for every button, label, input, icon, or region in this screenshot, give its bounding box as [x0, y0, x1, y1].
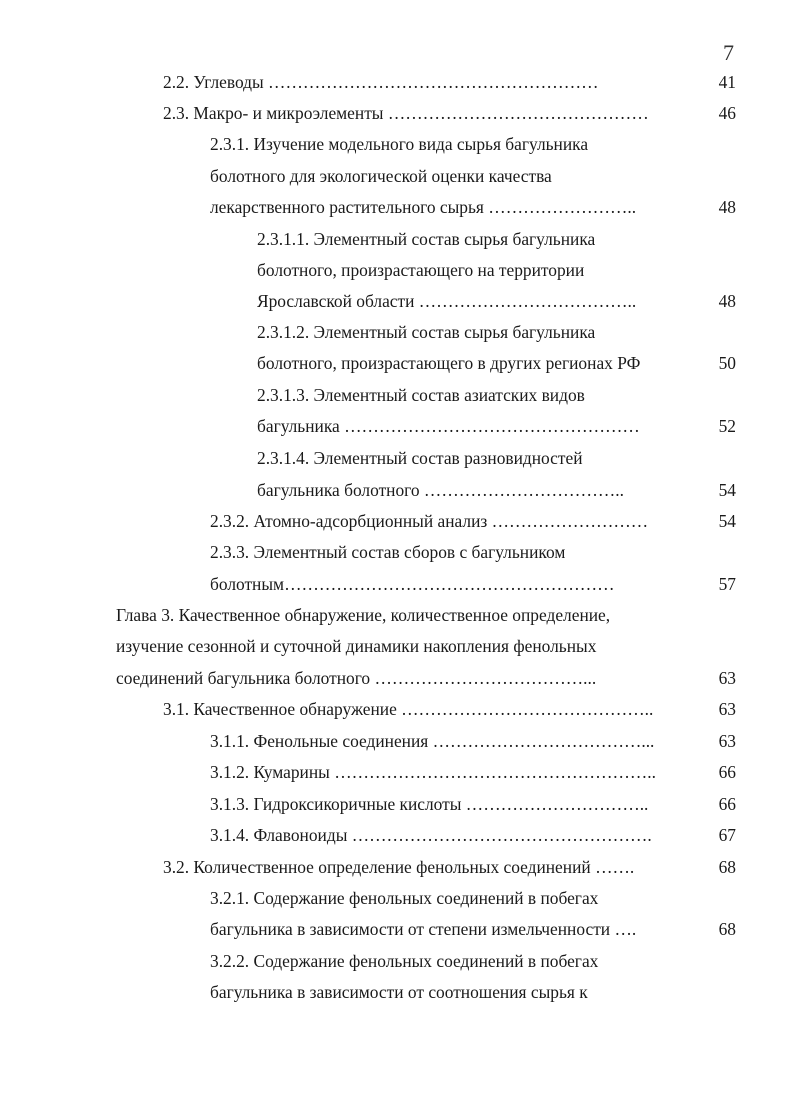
page-number: 48: [718, 197, 736, 217]
page-number: 46: [718, 103, 736, 123]
toc-title: багульника болотного: [257, 480, 420, 500]
page-number: 54: [718, 480, 736, 500]
toc-line: [163, 72, 598, 92]
toc-line: [163, 857, 634, 877]
toc-line: [257, 480, 624, 500]
toc-title: 3.2. Количественное определение фенольных соединений: [163, 857, 591, 877]
toc-title: 3.1.2. Кумарины: [210, 762, 330, 782]
leader-dots: ………………………………………: [387, 103, 649, 123]
leader-dots: ……………………..: [488, 197, 637, 217]
toc-title: 3.1.4. Флавоноиды: [210, 825, 348, 845]
toc-title: Ярославской области: [257, 291, 415, 311]
toc-line: 2.3.1.2. Элементный состав сырья багульника: [257, 322, 596, 342]
handwritten-page-mark: 7: [723, 40, 734, 65]
toc-line: [210, 825, 652, 845]
toc-line: [210, 919, 636, 939]
toc-line: [257, 291, 636, 311]
toc-line: [210, 511, 648, 531]
page-number: 68: [718, 857, 736, 877]
toc-line: [163, 699, 653, 719]
leader-dots: …….: [595, 857, 635, 877]
leader-dots: …………………………………………………: [268, 72, 599, 92]
toc-line: багульника в зависимости от соотношения сырья к: [210, 982, 588, 1002]
toc-title: 2.2. Углеводы: [163, 72, 264, 92]
leader-dots: ………………………………………………..: [334, 762, 656, 782]
toc-line: болотного, произрастающего в других регионах РФ: [257, 353, 641, 373]
leader-dots: ……………………………..: [423, 480, 624, 500]
leader-dots: …………………………..: [465, 794, 649, 814]
toc-line: 2.3.1.1. Элементный состав сырья багульника: [257, 229, 596, 249]
toc-line: [210, 794, 648, 814]
toc-line: болотного, произрастающего на территории: [257, 260, 585, 280]
leader-dots: ………………………………...: [432, 731, 655, 751]
leader-dots: ……………………………………..: [401, 699, 654, 719]
toc-line: [210, 731, 654, 751]
toc-title: 3.1.1. Фенольные соединения: [210, 731, 429, 751]
toc-line: [163, 103, 649, 123]
toc-line: болотного для экологической оценки качества: [210, 166, 552, 186]
toc-line: 2.3.1. Изучение модельного вида сырья багульника: [210, 134, 589, 154]
page-number: 66: [718, 762, 736, 782]
page-number: 68: [718, 919, 736, 939]
toc-line: [210, 197, 636, 217]
toc-title: соединений багульника болотного: [116, 668, 371, 688]
page-number: 41: [718, 72, 736, 92]
toc-line: [257, 416, 640, 436]
toc-line: Глава 3. Качественное обнаружение, количественное определение,: [116, 605, 611, 625]
toc-title: болотным: [210, 574, 285, 594]
page-number: 48: [718, 291, 736, 311]
page-number: 57: [718, 574, 736, 594]
page-number: 63: [718, 699, 736, 719]
toc-line: [210, 762, 656, 782]
toc-line: 2.3.3. Элементный состав сборов с багульником: [210, 542, 566, 562]
toc-title: багульника в зависимости от степени измельченности: [210, 919, 611, 939]
leader-dots: ………………………: [491, 511, 649, 531]
page-number: 67: [718, 825, 736, 845]
toc-title: багульника: [257, 416, 340, 436]
toc-line: [116, 668, 596, 688]
leader-dots: ………………………………..: [418, 291, 637, 311]
toc-line: 2.3.1.3. Элементный состав азиатских видов: [257, 385, 585, 405]
toc-line: 2.3.1.4. Элементный состав разновидностей: [257, 448, 583, 468]
toc-line: изучение сезонной и суточной динамики накопления фенольных: [116, 636, 597, 656]
toc-title: 3.1.3. Гидроксикоричные кислоты: [210, 794, 462, 814]
toc-title: лекарственного растительного сырья: [210, 197, 484, 217]
toc-line: 3.2.2. Содержание фенольных соединений в побегах: [210, 951, 599, 971]
page-number: 66: [718, 794, 736, 814]
leader-dots: …………………………………………….: [351, 825, 652, 845]
leader-dots: …………………………………………………: [284, 574, 615, 594]
toc-title: 2.3.2. Атомно-адсорбционный анализ: [210, 511, 488, 531]
page-number: 63: [718, 668, 736, 688]
page-number: 52: [718, 416, 736, 436]
page-number: 54: [718, 511, 736, 531]
toc-title: 3.1. Качественное обнаружение: [163, 699, 397, 719]
page-number: 50: [718, 353, 736, 373]
toc-title: 2.3. Макро- и микроэлементы: [163, 103, 384, 123]
toc-line: [210, 574, 614, 594]
leader-dots: ……………………………………………: [344, 416, 640, 436]
leader-dots: ….: [614, 919, 637, 939]
toc-line: 3.2.1. Содержание фенольных соединений в побегах: [210, 888, 599, 908]
page-number: 63: [718, 731, 736, 751]
leader-dots: ………………………………...: [374, 668, 597, 688]
